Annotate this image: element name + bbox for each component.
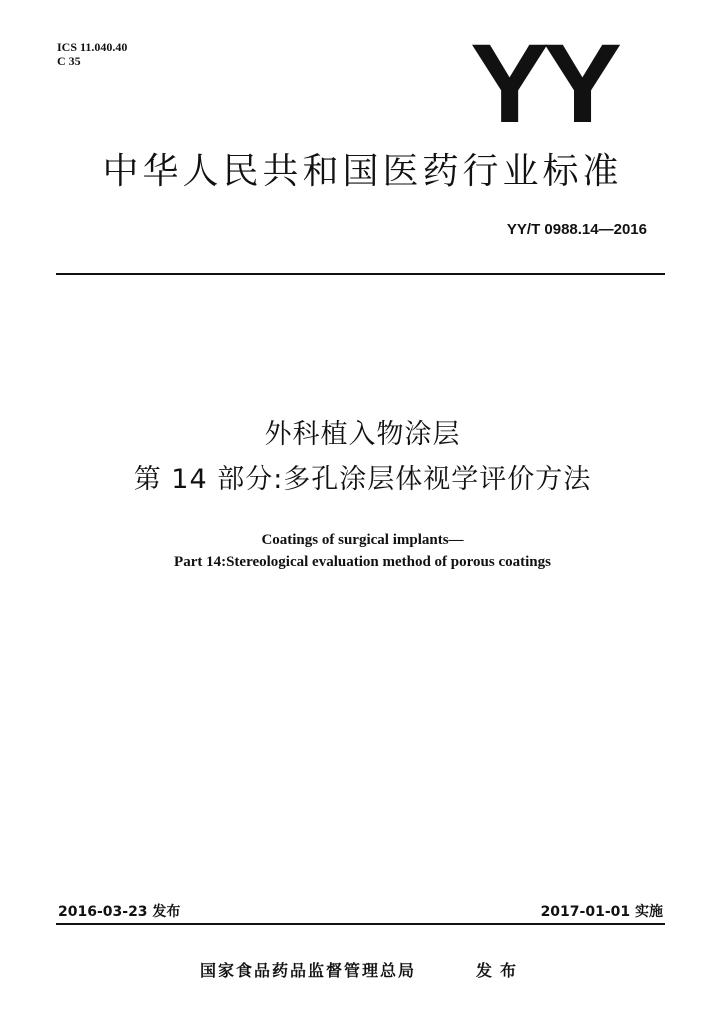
- publisher-name: 国家食品药品监督管理总局: [200, 961, 417, 980]
- title-chinese-line-2: 第 14 部分:多孔涂层体视学评价方法: [133, 464, 592, 495]
- implementation-date: 2017-01-01 实施: [540, 904, 663, 920]
- title-chinese-line-1: 外科植入物涂层: [264, 419, 461, 450]
- yy-logo: YY: [470, 21, 616, 146]
- issue-date: 2016-03-23 发布: [58, 904, 181, 920]
- ccs-code: C 35: [57, 54, 81, 68]
- top-divider: [56, 273, 665, 275]
- title-english-line-1: Coatings of surgical implants—: [261, 532, 464, 548]
- ics-code: ICS 11.040.40: [57, 40, 128, 54]
- standard-number: YY/T 0988.14—2016: [506, 221, 647, 238]
- bottom-divider: [56, 923, 665, 925]
- title-english-line-2: Part 14:Stereological evaluation method of porous coatings: [174, 554, 551, 570]
- standard-category-title: 中华人民共和国医药行业标准: [102, 151, 623, 192]
- classification-codes: [57, 40, 127, 68]
- publisher-action: 发布: [476, 961, 525, 980]
